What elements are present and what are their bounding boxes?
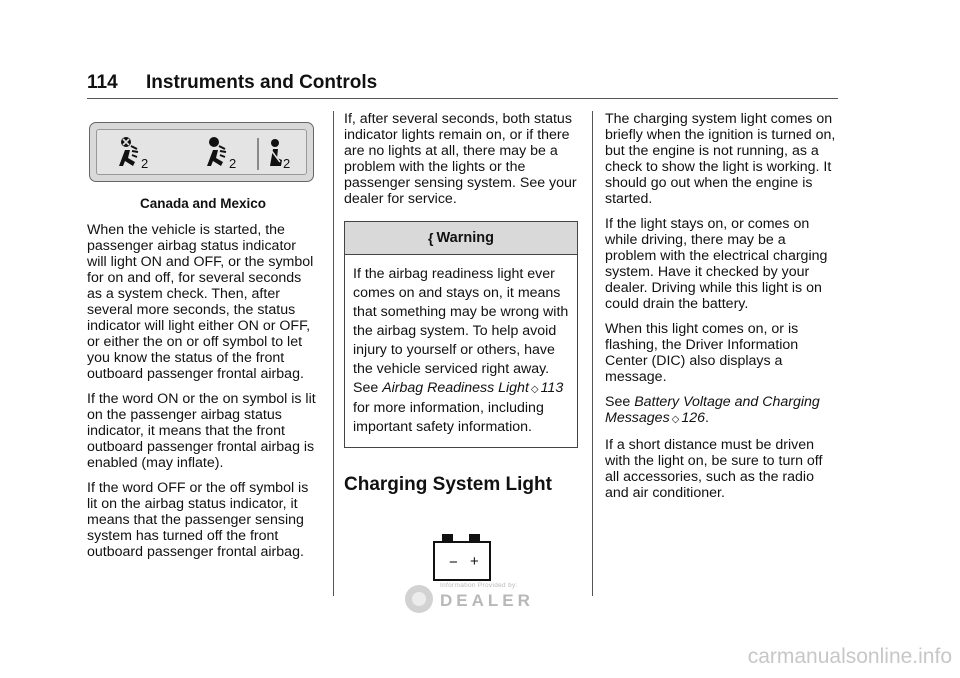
battery-minus: − [449, 554, 458, 571]
footer-site-watermark: carmanualsonline.info [747, 645, 952, 668]
section-heading: Charging System Light [344, 474, 552, 495]
body-paragraph: When this light comes on, or is flashing, the Driver Information Center (DIC) also displays a message. [605, 321, 799, 385]
body-paragraph: If a short distance must be driven with the light on, be sure to turn off all accessories, such as the radio and air conditioner. [605, 437, 823, 501]
battery-icon [432, 534, 494, 584]
warning-header [345, 222, 577, 255]
figure-caption: Canada and Mexico [139, 196, 267, 211]
watermark-big-text: DEALER [440, 591, 534, 610]
cross-reference-link[interactable]: Airbag Readiness Light [382, 380, 529, 396]
airbag-status-indicator-panel [89, 122, 314, 182]
watermark-logo-icon [405, 585, 433, 613]
column-2 [344, 111, 578, 584]
dealer-watermark [405, 582, 550, 622]
warning-icon: { [428, 230, 434, 246]
battery-terminal [469, 534, 480, 541]
battery-body [433, 541, 491, 581]
cross-reference-link[interactable]: Battery Voltage and Charging Messages [605, 394, 820, 426]
warning-title: Warning [436, 230, 494, 246]
page-ref-arrow-icon: ◇ [530, 384, 539, 395]
page-reference[interactable]: 113 [540, 380, 564, 396]
battery-terminal [442, 534, 453, 541]
body-paragraph: If the light stays on, or comes on while driving, there may be a problem with the electrical charging system. Have it checked by your dealer. Driving while this light is on could drain the battery. [605, 216, 828, 312]
seatbelt-passenger-indicator-icon [265, 136, 305, 176]
column-divider [592, 111, 593, 596]
see-suffix: . [705, 410, 709, 426]
see-reference-paragraph [605, 394, 839, 428]
page-reference[interactable]: 126 [681, 410, 706, 426]
indicator-separator [257, 138, 259, 170]
indicator-subscript: 2 [141, 156, 149, 171]
page-number: 114 [87, 72, 118, 93]
body-paragraph: The charging system light comes on briefly when the ignition is turned on, but the engine is not running, as a check to show the light is working. It should go out when the engine is started. [605, 111, 836, 207]
body-paragraph: When the vehicle is started, the passenger airbag status indicator will light ON and OFF, or the symbol for on and off, for several seconds as a system check. Then, after several more seconds, the status indicator will light either ON or OFF, or either the on or off symbol to let you know the status of the front outboard passenger frontal airbag. [87, 222, 314, 382]
indicator-subscript: 2 [229, 156, 237, 171]
body-paragraph: If the word ON or the on symbol is lit on the passenger airbag status indicator, it means that the front outboard passenger frontal airbag is enabled (may inflate). [87, 391, 316, 471]
warning-text-part: If the airbag readiness light ever comes on and stays on, it means that something may be wrong with the airbag system. To help avoid injury to yourself or others, have the vehicle serviced right away. See [353, 266, 569, 396]
see-prefix: See [605, 394, 635, 410]
column-divider [333, 111, 334, 596]
page-ref-arrow-icon: ◇ [671, 414, 680, 425]
airbag-off-indicator-icon [115, 136, 155, 176]
page-header [87, 62, 838, 99]
warning-text [345, 255, 577, 447]
section-title: Instruments and Controls [146, 72, 378, 93]
airbag-on-indicator-icon [203, 136, 243, 176]
warning-box [344, 221, 578, 448]
body-paragraph: If, after several seconds, both status indicator lights remain on, or if there are no lights at all, there may be a problem with the lights or the passenger sensing system. See your dealer for service. [344, 111, 577, 207]
watermark-small-text: Information Provided by: [440, 582, 518, 589]
column-1 [87, 122, 319, 569]
battery-plus: + [470, 553, 479, 570]
warning-text-part: for more information, including important safety information. [353, 400, 544, 435]
body-paragraph: If the word OFF or the off symbol is lit on the airbag status indicator, it means that the passenger sensing system has turned off the front outboard passenger frontal airbag. [87, 480, 309, 560]
indicator-subscript: 2 [283, 156, 291, 171]
column-3 [605, 111, 839, 510]
